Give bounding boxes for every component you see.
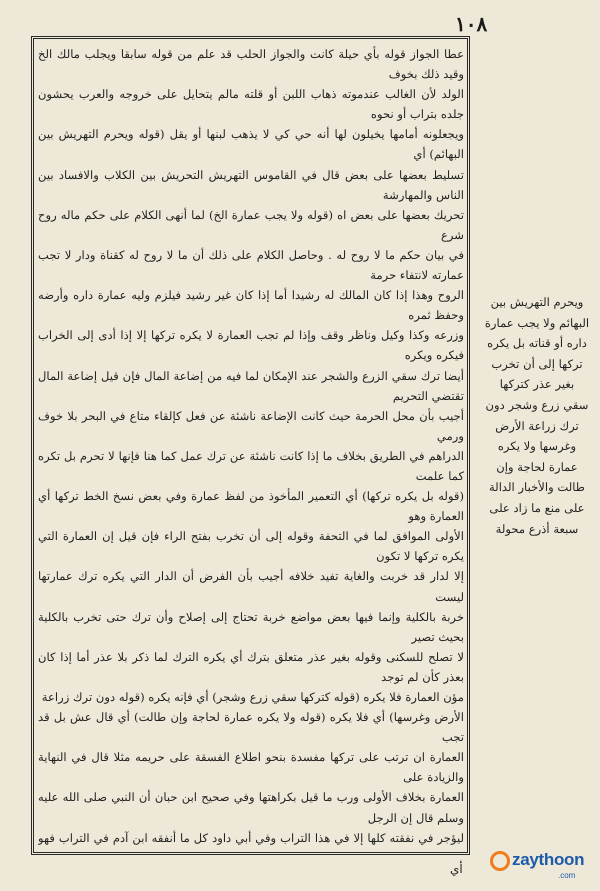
text-line: الأولى الموافق لما في التحفة وقوله إلى أن تخرب بفتح الراء فإن قيل إن العمارة التي يكره تركها لا تكون: [38, 529, 464, 564]
margin-line: داره أو قناته بل يكره: [487, 336, 587, 351]
margin-commentary: [477, 292, 597, 539]
text-line: (قوله بل يكره تركها) أي التعمير المأخوذ من لفظ عمارة وفي بعض نسخ الخط تركها أي العمارة وهو: [38, 489, 464, 524]
margin-line: سقي زرع وشجر دون: [485, 397, 589, 412]
text-line: خربة بالكلية وإنما فيها بعض مواضع خربة تحتاج إلى إصلاح وأن ترك حتى تخرب بالكلية بحيث تصير: [38, 609, 464, 644]
text-line: مؤن العمارة فلا يكره (قوله كتركها سقي زرع وشجر) أي فإنه يكره (قوله دون ترك زراعة: [41, 690, 464, 704]
catchword: أي: [450, 862, 463, 876]
text-line: الدراهم في الطريق بخلاف ما إذا كانت ناشئة عن ترك عمل كما هنا فإنها لا تحرم بل تكره كما علمت: [38, 448, 464, 483]
zaythoon-logo: [490, 845, 594, 885]
margin-line: ويحرم التهريش بين: [490, 295, 584, 309]
text-line: وزرعه وكذا وكيل وناظر وقف وإذا لم تجب العمارة لا يكره تركها إلا إذا أدى إلى الخراب فيكره ويكره: [38, 328, 464, 363]
text-line: تحريك بعضها على بعض اه (قوله ولا يجب عمارة الخ) لما أنهى الكلام على حكم ماله روح شرع: [38, 207, 464, 242]
logo-domain-text: .com: [558, 871, 576, 880]
main-text-body: [38, 44, 464, 850]
margin-line: عمارة لحاجة وإن: [496, 459, 578, 474]
logo-brand-text: zaythoon: [512, 850, 585, 869]
text-line: إلا لدار قد خربت والغاية تفيد خلافه أجيب بأن الفرض أن الدار التي يكره ترك عمارتها ليست: [38, 569, 464, 604]
logo-ring-icon: [490, 851, 510, 871]
margin-line: وغرسها ولا يكره: [497, 439, 577, 454]
text-line: الروح وهذا إذا كان المالك له رشيدا أما إذا كان غير رشيد فيلزم وليه عمارة داره وأرضه وحفظ ثمره: [38, 288, 464, 323]
text-line: أيضا ترك سقي الزرع والشجر عند الإمكان لما فيه من إضاعة المال فإن قيل إضاعة المال تقتضي التحريم: [38, 368, 464, 403]
text-line: الولد لأن الغالب عندموته ذهاب اللبن أو قلته مالم يتحايل على خروجه والعرب يحشون جلده بتراب أو نحوه: [38, 87, 464, 122]
margin-line: على منع ما زاد على: [489, 500, 585, 515]
page-number: ١٠٨: [455, 12, 488, 36]
text-line: تسليط بعضها على بعض قال في القاموس التهريش التحريش بين الكلاب والافساد بين الناس والمهارشة: [38, 167, 464, 202]
margin-line: سبعة أذرع محولة: [495, 521, 579, 536]
text-line: ليؤجر في نفقته كلها إلا في هذا التراب وفي أبي داود كل ما أنفقه ابن آدم في التراب فهو: [38, 830, 464, 845]
text-line: العمارة ان ترتب على تركها مفسدة بنحو اطلاع الفسقة على حريمه مثلا قال في النهاية والزيادة على: [38, 750, 464, 785]
text-line: ويجعلونه أمامها يخيلون لها أنه حي كي لا يذهب لبنها أو يقل (قوله ويحرم التهريش بين البهائم) أي: [38, 127, 464, 162]
margin-line: تركها إلى أن تخرب: [491, 356, 583, 371]
text-line: في بيان حكم ما لا روح له . وحاصل الكلام على ذلك أن ما لا روح له كقناة ودار لا تجب عمارته لانتفاء حرمة: [38, 247, 464, 283]
text-line: أجيب بأن محل الحرمة حيث كانت الإضاعة ناشئة عن فعل كإلقاء متاع في البحر بلا خوف ورمي: [38, 408, 464, 443]
text-line: عطا الجواز قوله بأي حيلة كانت والجواز الحلب قد علم من قوله سابقا ويجلب مالك الخ وقيد ذلك بخوف: [38, 47, 464, 82]
margin-line: البهائم ولا يجب عمارة: [484, 315, 590, 330]
text-line: لا تصلح للسكنى وقوله بغير عذر متعلق بترك أي يكره الترك لما ذكر بلا عذر أما إذا كان بعذر كأن لم توجد: [38, 649, 464, 684]
text-line: الأرض وغرسها) أي فلا يكره (قوله ولا يكره عمارة لحاجة وإن طالت) أي قال عش بل قد تجب: [38, 710, 464, 745]
text-line: العمارة بخلاف الأولى ورب ما قيل بكراهتها وفي صحيح ابن حبان أن النبي صلى الله عليه وسلم قال إن الرجل: [38, 790, 464, 825]
margin-line: طالت والأخبار الدالة: [488, 480, 586, 495]
margin-line: بغير عذر كتركها: [499, 377, 575, 392]
margin-line: ترك زراعة الأرض: [495, 418, 579, 433]
